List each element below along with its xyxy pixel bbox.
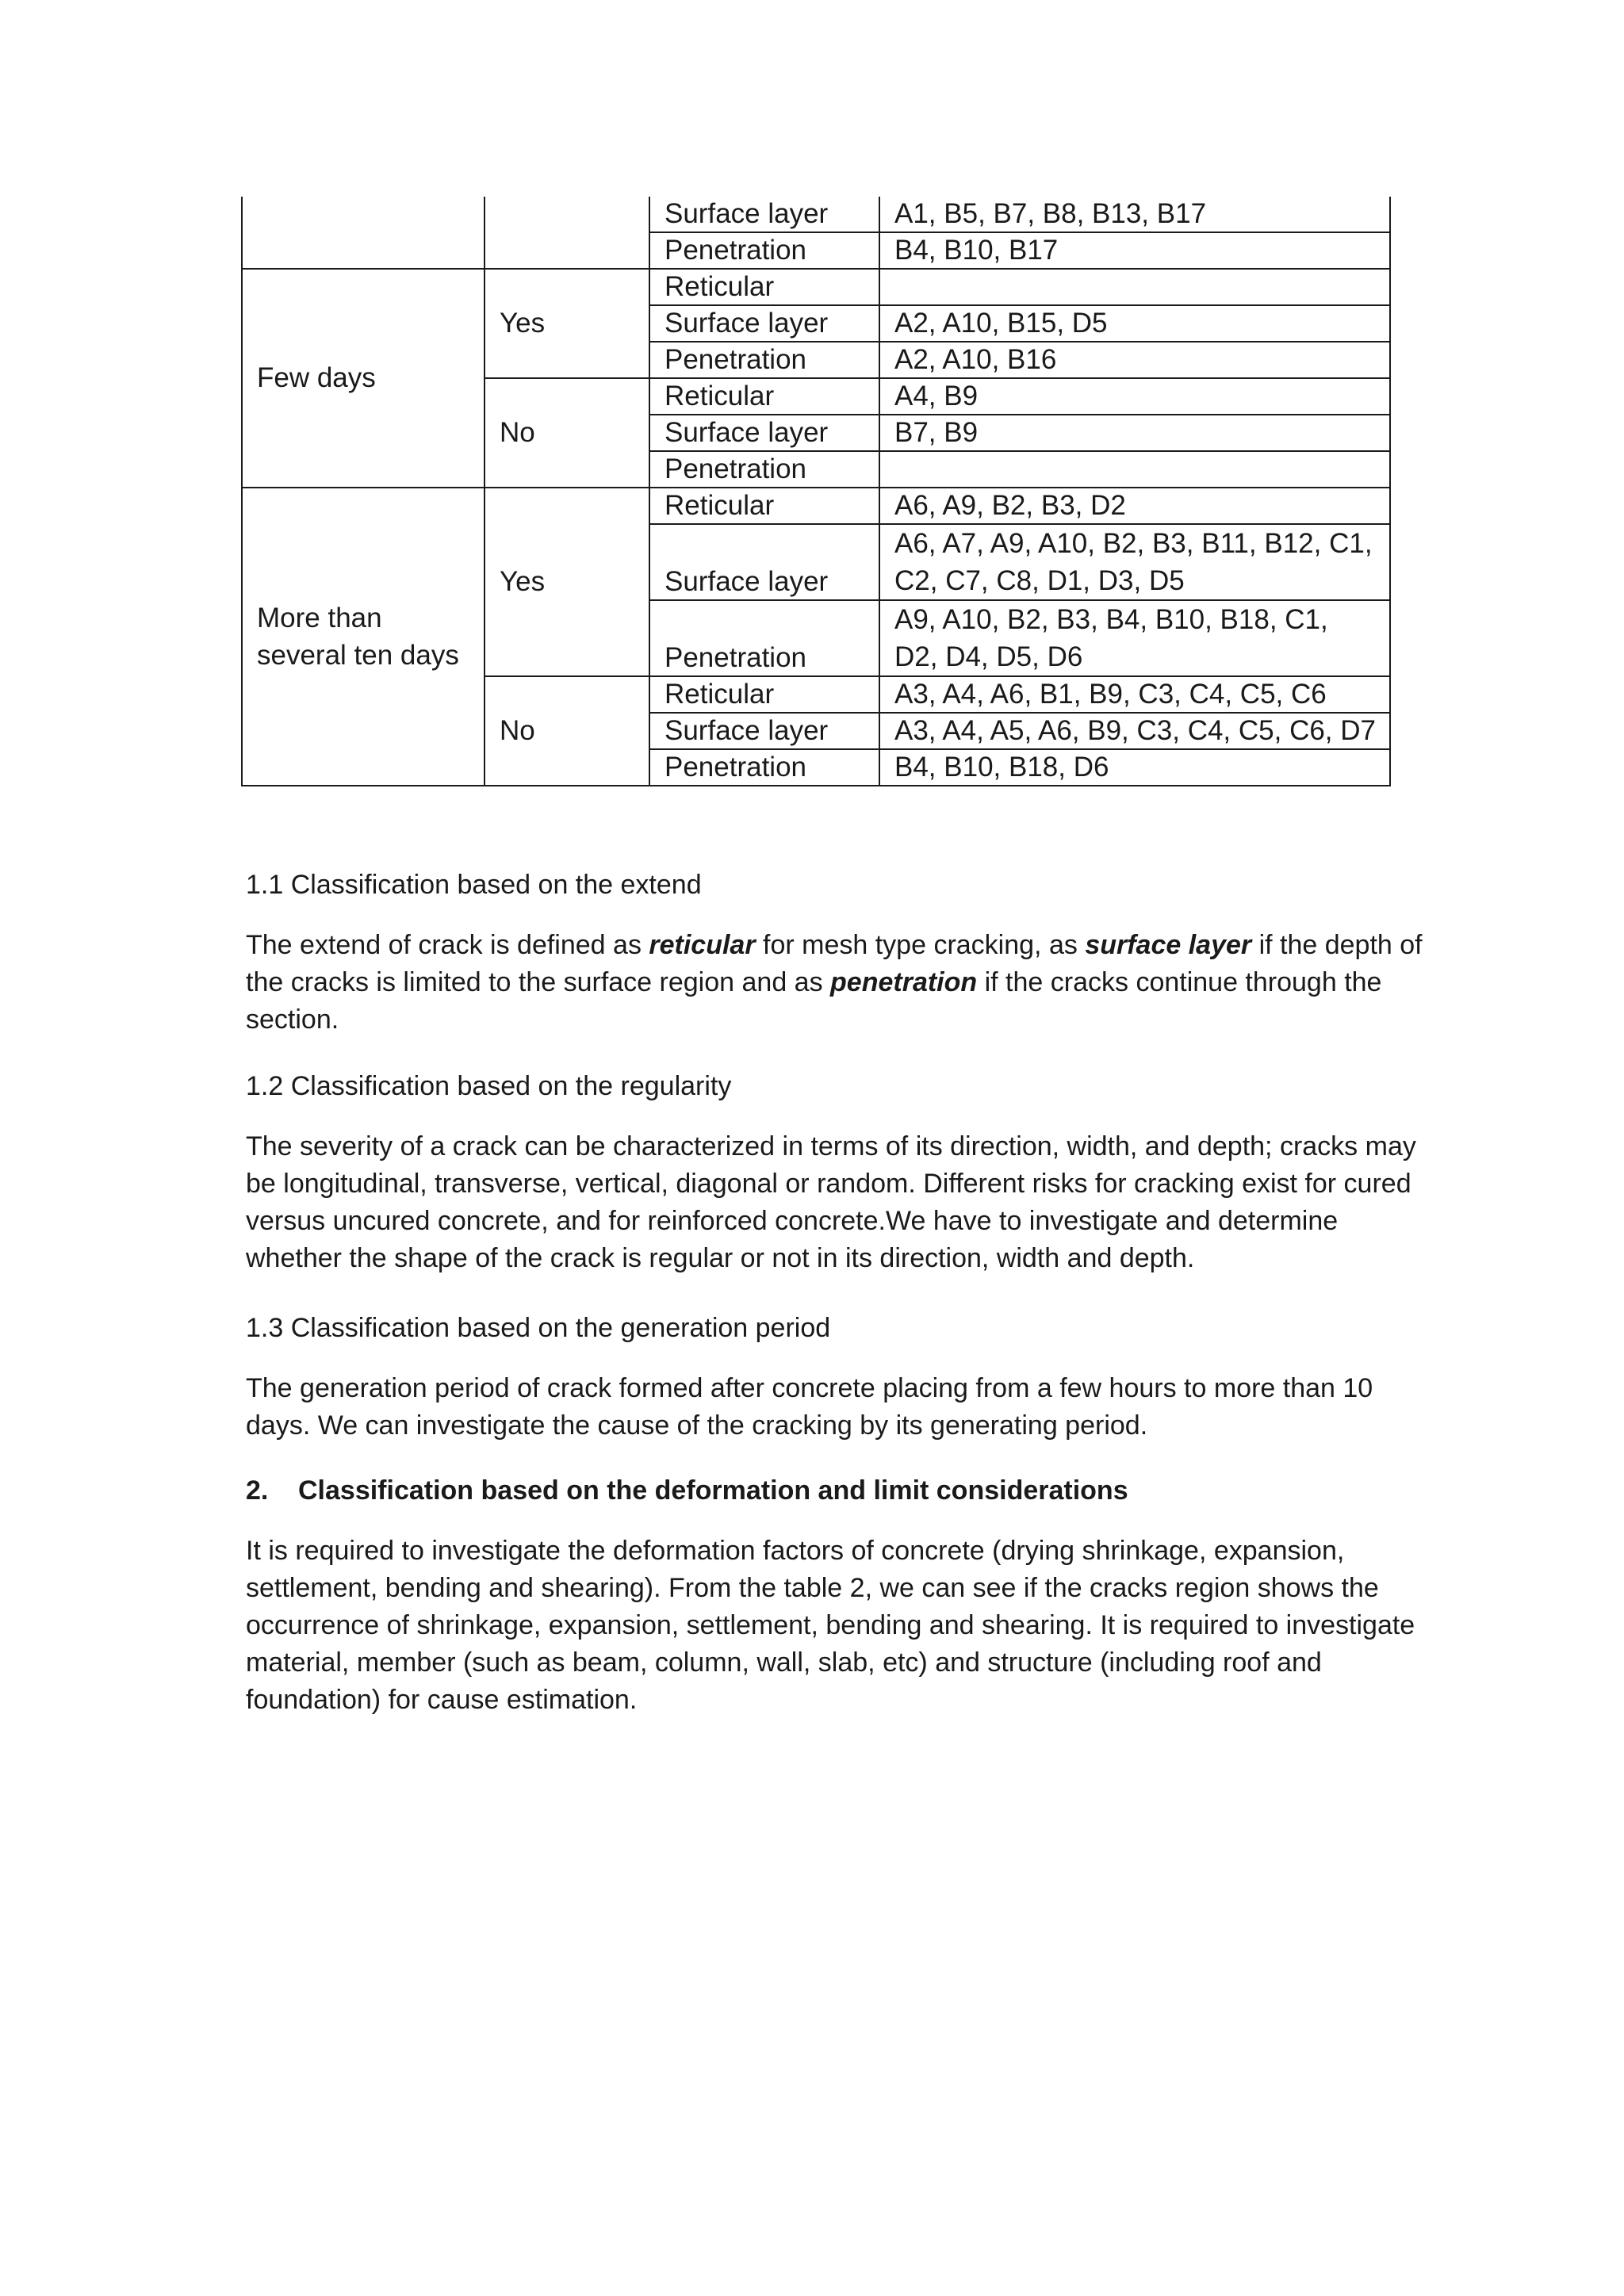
section-1-3-body (246, 1370, 1435, 1445)
codes-cell: A2, A10, B16 (879, 342, 1390, 378)
codes-cell: A3, A4, A5, A6, B9, C3, C4, C5, C6, D7 (879, 713, 1390, 749)
period-cell (242, 197, 485, 269)
paragraph: The severity of a crack can be characterized in terms of its direction, width, and depth; cracks may be longitudinal, transverse, vertical, diagonal or random. Different risks for cracking exist for cured versus uncured concrete, and for reinforced concrete.We have to investigate and determine whether the shape of the crack is regular or not in its direction, width and depth. (246, 1131, 1416, 1273)
regularity-cell: Yes (485, 269, 649, 378)
term-surface-layer: surface layer (1085, 930, 1252, 960)
extend-cell: Surface layer (649, 305, 879, 342)
section-1-3 (246, 1310, 1435, 1347)
extend-cell: Reticular (649, 378, 879, 415)
period-cell: More than several ten days (242, 488, 485, 786)
codes-cell: B4, B10, B17 (879, 232, 1390, 269)
text-run: for mesh type cracking, as (755, 930, 1086, 960)
extend-cell: Penetration (649, 342, 879, 378)
section-heading: 1.2 Classification based on the regularity (246, 1071, 732, 1101)
section-1-2 (246, 1068, 1435, 1105)
table-row (242, 269, 1390, 305)
codes-cell: B7, B9 (879, 415, 1390, 451)
regularity-cell (485, 197, 649, 269)
extend-cell: Penetration (649, 232, 879, 269)
text-run: if the depth of the cracks is limited to the surface region and as (246, 930, 1423, 997)
codes-cell: A6, A9, B2, B3, D2 (879, 488, 1390, 524)
extend-cell: Penetration (649, 451, 879, 488)
section-1-1-body (246, 927, 1435, 1039)
section-number: 2. (246, 1475, 269, 1506)
extend-cell: Surface layer (649, 713, 879, 749)
regularity-cell: No (485, 378, 649, 488)
section-heading: 1.1 Classification based on the extend (246, 870, 702, 900)
codes-cell: A6, A7, A9, A10, B2, B3, B11, B12, C1, C2, C7, C8, D1, D3, D5 (879, 524, 1390, 600)
codes-cell: A9, A10, B2, B3, B4, B10, B18, C1, D2, D4, D5, D6 (879, 600, 1390, 676)
codes-cell: A4, B9 (879, 378, 1390, 415)
codes-cell: A1, B5, B7, B8, B13, B17 (879, 197, 1390, 232)
period-cell: Few days (242, 269, 485, 488)
extend-cell: Penetration (649, 600, 879, 676)
section-heading (246, 1472, 1435, 1510)
codes-cell: A3, A4, A6, B1, B9, C3, C4, C5, C6 (879, 676, 1390, 713)
extend-cell: Surface layer (649, 197, 879, 232)
codes-cell (879, 269, 1390, 305)
table-row (242, 197, 1390, 232)
paragraph (246, 927, 1435, 1039)
section-heading: 1.3 Classification based on the generation period (246, 1313, 831, 1343)
codes-cell: B4, B10, B18, D6 (879, 749, 1390, 786)
section-title: Classification based on the deformation and limit considerations (298, 1475, 1128, 1506)
section-2-body (246, 1533, 1435, 1719)
extend-cell: Reticular (649, 676, 879, 713)
extend-cell: Surface layer (649, 415, 879, 451)
extend-cell: Surface layer (649, 524, 879, 600)
codes-cell: A2, A10, B15, D5 (879, 305, 1390, 342)
section-2 (246, 1472, 1435, 1510)
paragraph: It is required to investigate the deformation factors of concrete (drying shrinkage, expansion, settlement, bending and shearing). From the table 2, we can see if the cracks region shows the occurrence of shrinkage, expansion, settlement, bending and shearing. It is required to investigate material, member (such as beam, column, wall, slab, etc) and structure (including roof and foundation) for cause estimation. (246, 1536, 1415, 1715)
extend-cell: Reticular (649, 269, 879, 305)
regularity-cell: No (485, 676, 649, 786)
codes-cell (879, 451, 1390, 488)
term-reticular: reticular (649, 930, 756, 960)
table-row (242, 488, 1390, 524)
paragraph: The generation period of crack formed after concrete placing from a few hours to more than 10 days. We can investigate the cause of the cracking by its generating period. (246, 1373, 1373, 1441)
section-1-1 (246, 867, 1435, 904)
crack-classification-table (241, 197, 1391, 786)
extend-cell: Penetration (649, 749, 879, 786)
text-run: The extend of crack is defined as (246, 930, 649, 960)
regularity-cell: Yes (485, 488, 649, 676)
section-1-2-body (246, 1128, 1435, 1277)
text-run: if the cracks continue through the section. (246, 967, 1382, 1035)
extend-cell: Reticular (649, 488, 879, 524)
term-penetration: penetration (830, 967, 978, 997)
